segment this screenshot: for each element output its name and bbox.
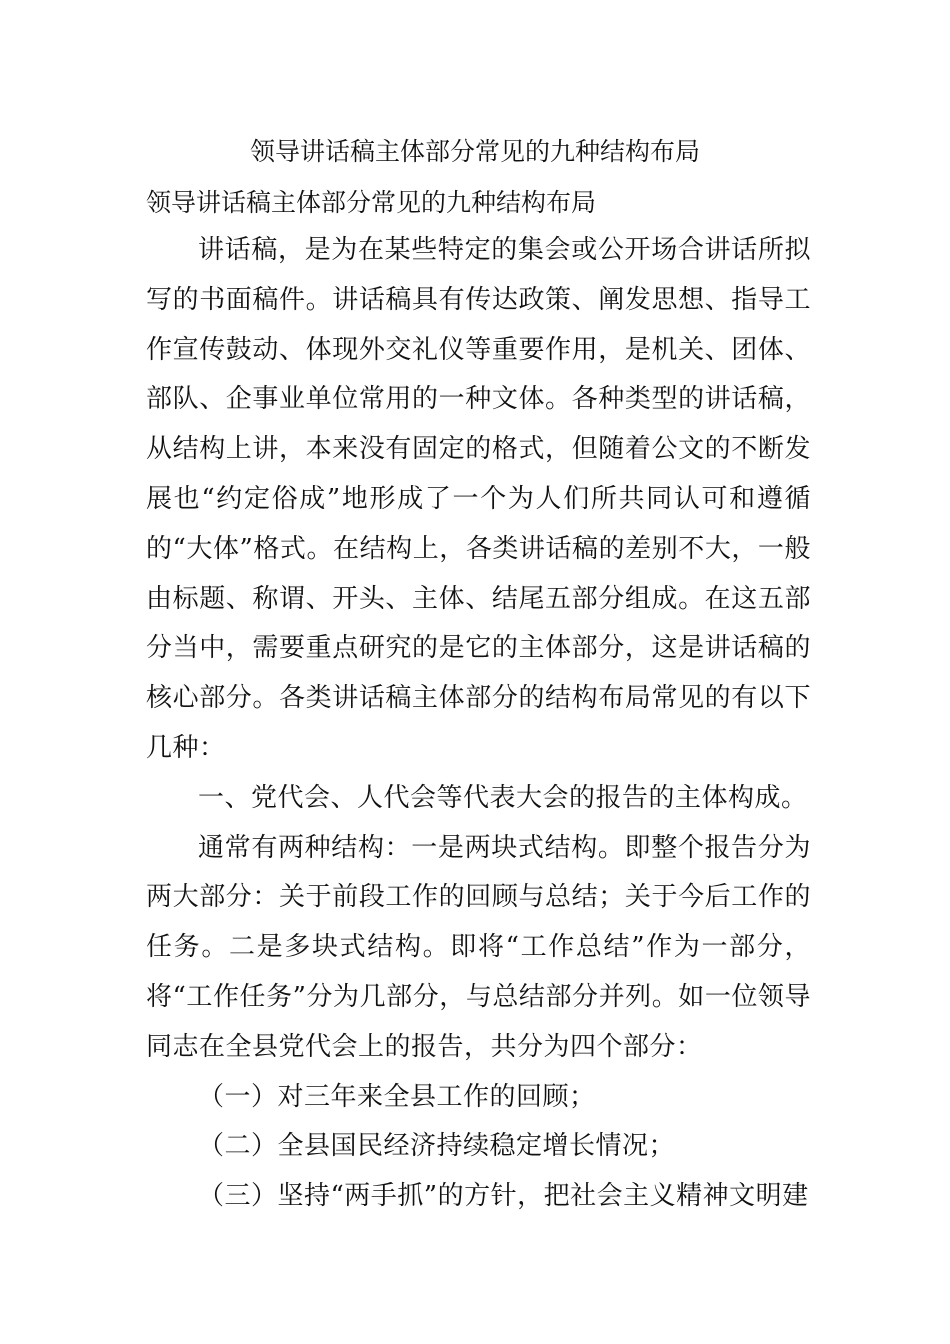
intro-paragraph: 讲话稿，是为在某些特定的集会或公开场合讲话所拟写的书面稿件。讲话稿具有传达政策、阐发思想、指导工作宣传鼓动、体现外交礼仪等重要作用，是机关、团体、部队、企事业单位常用的一种文体。各种类型的讲话稿，从结构上讲，本来没有固定的格式，但随着公文的不断发展也“约定俗成”地形成了一个为人们所共同认可和遵循的“大体”格式。在结构上，各类讲话稿的差别不大，一般由标题、称谓、开头、主体、结尾五部分组成。在这五部分当中，需要重点研究的是它的主体部分，这是讲话稿的核心部分。各类讲话稿主体部分的结构布局常见的有以下几种：	[146, 235, 811, 763]
document-subtitle: 领导讲话稿主体部分常见的九种结构布局	[146, 188, 597, 217]
section-paragraph: 通常有两种结构：一是两块式结构。即整个报告分为两大部分：关于前段工作的回顾与总结；关于今后工作的任务。二是多块式结构。即将“工作总结”作为一部分，将“工作任务”分为几部分，与总结部分并列。如一位领导同志在全县党代会上的报告，共分为四个部分：	[146, 832, 811, 1062]
list-item: （一）对三年来全县工作的回顾；	[198, 1081, 596, 1112]
document-body	[146, 180, 811, 1222]
document-title: 领导讲话稿主体部分常见的九种结构布局	[249, 137, 700, 166]
list-item: （二）全县国民经济持续稳定增长情况；	[198, 1131, 676, 1162]
section-heading: 一、党代会、人代会等代表大会的报告的主体构成。	[198, 782, 808, 813]
list-item: （三）坚持“两手抓”的方针，把社会主义精神文明建	[198, 1181, 809, 1212]
